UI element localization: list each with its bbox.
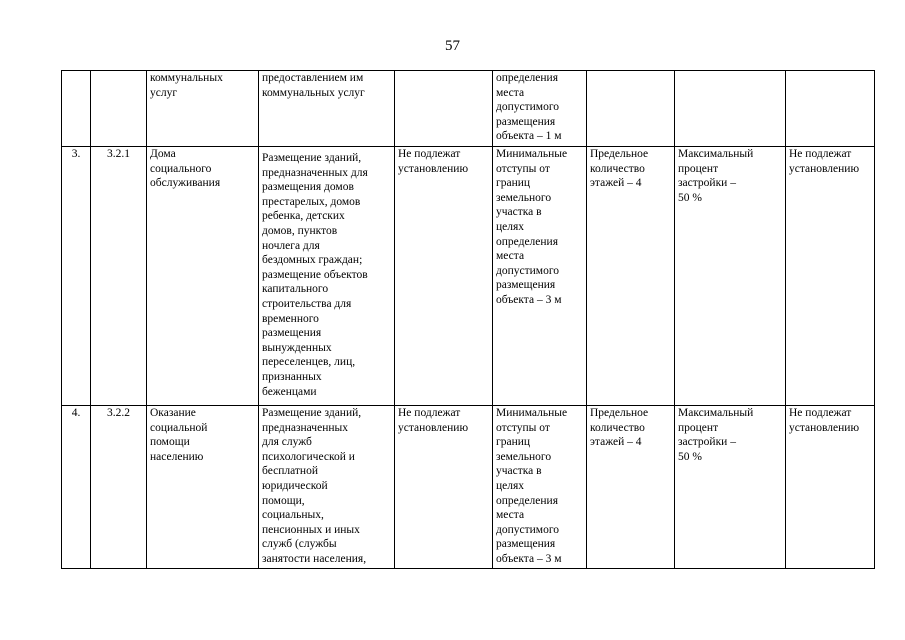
setbacks-cell: определения места допустимого размещения объекта – 1 м	[493, 71, 587, 147]
table-row	[62, 406, 875, 569]
description-cell: Размещение зданий, предназначенных для размещения домов престарелых, домов ребенка, детских домов, пунктов ночлега для бездомных граждан; размещение объектов капитального строительства для временного размещения вынужденных переселенцев, лиц, признанных беженцами	[259, 147, 395, 406]
row-number-cell: 4.	[62, 406, 91, 569]
floors-cell	[587, 71, 675, 147]
setbacks-cell: Минимальные отступы от границ земельного участка в целях определения места допустимого размещения объекта – 3 м	[493, 406, 587, 569]
other-parameter-cell: Не подлежат установлению	[786, 406, 875, 569]
row-number-cell	[62, 71, 91, 147]
parameter-cell: Не подлежат установлению	[395, 147, 493, 406]
coverage-cell	[675, 71, 786, 147]
code-cell: 3.2.1	[91, 147, 147, 406]
description-cell: Размещение зданий, предназначенных для служб психологической и бесплатной юридической помощи, социальных, пенсионных и иных служб (службы занятости населения,	[259, 406, 395, 569]
land-use-table	[61, 70, 875, 569]
code-cell: 3.2.2	[91, 406, 147, 569]
name-cell: Оказание социальной помощи населению	[147, 406, 259, 569]
other-parameter-cell	[786, 71, 875, 147]
description-cell: предоставлением им коммунальных услуг	[259, 71, 395, 147]
parameter-cell: Не подлежат установлению	[395, 406, 493, 569]
name-cell: Дома социального обслуживания	[147, 147, 259, 406]
page-number: 57	[445, 38, 460, 54]
coverage-cell: Максимальный процент застройки – 50 %	[675, 147, 786, 406]
setbacks-cell: Минимальные отступы от границ земельного участка в целях определения места допустимого размещения объекта – 3 м	[493, 147, 587, 406]
row-number-cell: 3.	[62, 147, 91, 406]
table-row	[62, 71, 875, 147]
code-cell	[91, 71, 147, 147]
other-parameter-cell: Не подлежат установлению	[786, 147, 875, 406]
coverage-cell: Максимальный процент застройки – 50 %	[675, 406, 786, 569]
table-row	[62, 147, 875, 406]
floors-cell: Предельное количество этажей – 4	[587, 406, 675, 569]
parameter-cell	[395, 71, 493, 147]
name-cell: коммунальных услуг	[147, 71, 259, 147]
floors-cell: Предельное количество этажей – 4	[587, 147, 675, 406]
